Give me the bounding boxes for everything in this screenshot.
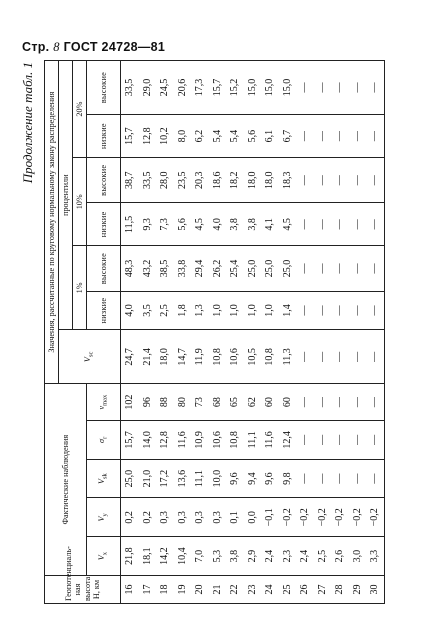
value-cell: 24,5 xyxy=(156,61,174,115)
value-cell: 11,6 xyxy=(174,420,192,459)
value-cell: — xyxy=(331,158,349,203)
value-cell: −0,2 xyxy=(331,498,349,537)
value-cell: — xyxy=(366,203,384,246)
value-cell: 14,7 xyxy=(174,330,192,384)
value-cell: 10,5 xyxy=(244,330,262,384)
height-cell: 29 xyxy=(349,576,367,604)
height-cell: 18 xyxy=(156,576,174,604)
value-cell: — xyxy=(349,459,367,498)
value-cell: — xyxy=(331,115,349,158)
value-cell: 38,5 xyxy=(156,246,174,291)
value-cell: 65 xyxy=(226,384,244,421)
value-cell: 10,0 xyxy=(209,459,227,498)
p20-low-header: низкие xyxy=(87,115,121,158)
value-cell: 20,3 xyxy=(191,158,209,203)
table-row xyxy=(244,61,262,604)
value-cell: 68 xyxy=(209,384,227,421)
rotated-table-page xyxy=(20,60,420,604)
value-cell: 10,8 xyxy=(226,420,244,459)
value-cell: 11,6 xyxy=(261,420,279,459)
value-cell: — xyxy=(366,291,384,330)
value-cell: 14,2 xyxy=(156,537,174,576)
value-cell: 1,8 xyxy=(174,291,192,330)
value-cell: 10,6 xyxy=(209,420,227,459)
value-cell: 48,3 xyxy=(121,246,139,291)
value-cell: 6,1 xyxy=(261,115,279,158)
value-cell: 5,6 xyxy=(174,203,192,246)
value-cell: 23,5 xyxy=(174,158,192,203)
value-cell: — xyxy=(331,203,349,246)
value-cell: — xyxy=(349,330,367,384)
height-cell: 26 xyxy=(296,576,314,604)
height-cell: 25 xyxy=(279,576,297,604)
percentile-20-header: 20% xyxy=(73,61,87,158)
value-cell: 0,2 xyxy=(139,498,157,537)
value-cell: 21,4 xyxy=(139,330,157,384)
value-cell: 4,0 xyxy=(121,291,139,330)
wind-statistics-table xyxy=(44,60,385,604)
p10-high-header: высокие xyxy=(87,158,121,203)
value-cell: — xyxy=(296,158,314,203)
value-cell: 10,8 xyxy=(261,330,279,384)
value-cell: 21,0 xyxy=(139,459,157,498)
value-cell: 11,1 xyxy=(244,420,262,459)
value-cell: 10,4 xyxy=(174,537,192,576)
value-cell: 8,0 xyxy=(174,115,192,158)
standard-code: ГОСТ 24728—81 xyxy=(63,40,166,54)
value-cell: — xyxy=(366,384,384,421)
percentile-1-header: 1% xyxy=(73,246,87,330)
value-cell: 18,6 xyxy=(209,158,227,203)
value-cell: — xyxy=(296,246,314,291)
value-cell: −0,2 xyxy=(366,498,384,537)
value-cell: 11,9 xyxy=(191,330,209,384)
value-cell: — xyxy=(331,330,349,384)
value-cell: 25,4 xyxy=(226,246,244,291)
value-cell: — xyxy=(366,420,384,459)
value-cell: 18,1 xyxy=(139,537,157,576)
value-cell: 4,5 xyxy=(279,203,297,246)
value-cell: 0,3 xyxy=(174,498,192,537)
height-cell: 22 xyxy=(226,576,244,604)
vx-header: $V_x$ xyxy=(87,537,121,576)
value-cell: 12,8 xyxy=(156,420,174,459)
value-cell: 1,0 xyxy=(244,291,262,330)
value-cell: 18,3 xyxy=(279,158,297,203)
value-cell: 18,0 xyxy=(261,158,279,203)
actual-observations-header: Фактические наблюдения xyxy=(45,384,87,576)
value-cell: 6,2 xyxy=(191,115,209,158)
value-cell: — xyxy=(296,291,314,330)
value-cell: — xyxy=(366,61,384,115)
value-cell: 21,8 xyxy=(121,537,139,576)
table-row xyxy=(366,61,384,604)
value-cell: 25,0 xyxy=(279,246,297,291)
value-cell: 2,5 xyxy=(314,537,332,576)
value-cell: 9,8 xyxy=(279,459,297,498)
table-row xyxy=(314,61,332,604)
p10-low-header: низкие xyxy=(87,203,121,246)
table-body xyxy=(121,61,385,604)
value-cell: 80 xyxy=(174,384,192,421)
value-cell: −0,2 xyxy=(279,498,297,537)
value-cell: 0,1 xyxy=(226,498,244,537)
value-cell: 18,2 xyxy=(226,158,244,203)
value-cell: 10,9 xyxy=(191,420,209,459)
height-cell: 30 xyxy=(366,576,384,604)
table-row xyxy=(331,61,349,604)
p1-high-header: высокие xyxy=(87,246,121,291)
value-cell: 5,4 xyxy=(209,115,227,158)
value-cell: −0,2 xyxy=(314,498,332,537)
height-cell: 19 xyxy=(174,576,192,604)
height-cell: 27 xyxy=(314,576,332,604)
value-cell: 18,0 xyxy=(244,158,262,203)
value-cell: 18,0 xyxy=(156,330,174,384)
height-cell: 24 xyxy=(261,576,279,604)
value-cell: 3,5 xyxy=(139,291,157,330)
value-cell: 3,8 xyxy=(226,203,244,246)
value-cell: — xyxy=(349,246,367,291)
value-cell: — xyxy=(296,203,314,246)
height-cell: 28 xyxy=(331,576,349,604)
value-cell: 5,4 xyxy=(226,115,244,158)
value-cell: 13,6 xyxy=(174,459,192,498)
value-cell: 17,3 xyxy=(191,61,209,115)
value-cell: — xyxy=(314,420,332,459)
value-cell: 15,7 xyxy=(121,420,139,459)
value-cell: 0,0 xyxy=(244,498,262,537)
value-cell: 10,8 xyxy=(209,330,227,384)
value-cell: 4,5 xyxy=(191,203,209,246)
value-cell: — xyxy=(314,330,332,384)
value-cell: 15,2 xyxy=(226,61,244,115)
value-cell: 2,3 xyxy=(279,537,297,576)
value-cell: — xyxy=(331,459,349,498)
value-cell: — xyxy=(331,61,349,115)
table-row xyxy=(296,61,314,604)
height-cell: 17 xyxy=(139,576,157,604)
percentiles-header: процентили xyxy=(59,61,73,330)
continuation-title: Продолжение табл. 1 xyxy=(20,62,35,184)
value-cell: 29,4 xyxy=(191,246,209,291)
height-cell: 16 xyxy=(121,576,139,604)
value-cell: −0,1 xyxy=(261,498,279,537)
value-cell: — xyxy=(331,291,349,330)
value-cell: 11,1 xyxy=(191,459,209,498)
vsk-header: $V_{sk}$ xyxy=(87,459,121,498)
value-cell: 4,1 xyxy=(261,203,279,246)
value-cell: — xyxy=(314,246,332,291)
value-cell: 24,7 xyxy=(121,330,139,384)
value-cell: — xyxy=(296,420,314,459)
value-cell: 26,2 xyxy=(209,246,227,291)
height-cell: 20 xyxy=(191,576,209,604)
value-cell: 10,2 xyxy=(156,115,174,158)
height-cell: 21 xyxy=(209,576,227,604)
value-cell: 11,5 xyxy=(121,203,139,246)
value-cell: 2,9 xyxy=(244,537,262,576)
value-cell: 0,3 xyxy=(191,498,209,537)
value-cell: 25,0 xyxy=(261,246,279,291)
value-cell: 3,0 xyxy=(349,537,367,576)
value-cell: — xyxy=(296,115,314,158)
vsc-header: $V_{sc}$ xyxy=(59,330,121,384)
value-cell: — xyxy=(349,115,367,158)
value-cell: 17,2 xyxy=(156,459,174,498)
value-cell: 25,0 xyxy=(244,246,262,291)
value-cell: 1,0 xyxy=(261,291,279,330)
table-row xyxy=(209,61,227,604)
value-cell: — xyxy=(314,61,332,115)
value-cell: 0,3 xyxy=(156,498,174,537)
value-cell: 33,8 xyxy=(174,246,192,291)
value-cell: 3,3 xyxy=(366,537,384,576)
value-cell: 29,0 xyxy=(139,61,157,115)
value-cell: 14,0 xyxy=(139,420,157,459)
value-cell: — xyxy=(296,61,314,115)
table-row xyxy=(156,61,174,604)
value-cell: — xyxy=(349,291,367,330)
value-cell: — xyxy=(296,330,314,384)
value-cell: 25,0 xyxy=(121,459,139,498)
table-row xyxy=(121,61,139,604)
table-row xyxy=(174,61,192,604)
value-cell: 96 xyxy=(139,384,157,421)
value-cell: 9,6 xyxy=(261,459,279,498)
value-cell: 60 xyxy=(279,384,297,421)
value-cell: — xyxy=(331,420,349,459)
value-cell: 2,5 xyxy=(156,291,174,330)
value-cell: 11,3 xyxy=(279,330,297,384)
value-cell: — xyxy=(349,158,367,203)
value-cell: 3,8 xyxy=(226,537,244,576)
value-cell: 2,4 xyxy=(261,537,279,576)
value-cell: — xyxy=(366,330,384,384)
value-cell: 15,7 xyxy=(209,61,227,115)
value-cell: — xyxy=(349,420,367,459)
value-cell: 3,8 xyxy=(244,203,262,246)
value-cell: — xyxy=(314,158,332,203)
value-cell: 73 xyxy=(191,384,209,421)
value-cell: 12,8 xyxy=(139,115,157,158)
value-cell: — xyxy=(314,291,332,330)
value-cell: 4,0 xyxy=(209,203,227,246)
value-cell: — xyxy=(331,246,349,291)
value-cell: — xyxy=(366,158,384,203)
percentile-10-header: 10% xyxy=(73,158,87,246)
page-number: 8 xyxy=(53,40,60,54)
table-row xyxy=(191,61,209,604)
value-cell: 12,4 xyxy=(279,420,297,459)
value-cell: −0,2 xyxy=(349,498,367,537)
value-cell: — xyxy=(366,459,384,498)
vy-header: $V_y$ xyxy=(87,498,121,537)
height-cell: 23 xyxy=(244,576,262,604)
value-cell: 7,3 xyxy=(156,203,174,246)
value-cell: 6,7 xyxy=(279,115,297,158)
value-cell: — xyxy=(296,459,314,498)
value-cell: — xyxy=(349,61,367,115)
page-header xyxy=(22,40,165,55)
value-cell: 0,3 xyxy=(209,498,227,537)
computed-values-header: Значения, рассчитанные по круговому нормальному закону распределения xyxy=(45,61,59,384)
value-cell: 1,0 xyxy=(209,291,227,330)
value-cell: 33,5 xyxy=(121,61,139,115)
value-cell: 5,3 xyxy=(209,537,227,576)
value-cell: 60 xyxy=(261,384,279,421)
value-cell: 9,6 xyxy=(226,459,244,498)
value-cell: 43,2 xyxy=(139,246,157,291)
value-cell: — xyxy=(366,246,384,291)
value-cell: −0,2 xyxy=(296,498,314,537)
value-cell: — xyxy=(314,115,332,158)
value-cell: 7,0 xyxy=(191,537,209,576)
height-column-header: Геопотенциаль-ная высота H, км xyxy=(45,576,121,604)
value-cell: 15,0 xyxy=(261,61,279,115)
value-cell: 15,7 xyxy=(121,115,139,158)
value-cell: 1,3 xyxy=(191,291,209,330)
sigma-header: $\sigma_r$ xyxy=(87,420,121,459)
value-cell: 10,6 xyxy=(226,330,244,384)
table-row xyxy=(279,61,297,604)
value-cell: 62 xyxy=(244,384,262,421)
value-cell: — xyxy=(314,459,332,498)
value-cell: 5,6 xyxy=(244,115,262,158)
table-row xyxy=(261,61,279,604)
value-cell: — xyxy=(349,203,367,246)
p1-low-header: низкие xyxy=(87,291,121,330)
value-cell: 33,5 xyxy=(139,158,157,203)
value-cell: — xyxy=(349,384,367,421)
table-row xyxy=(226,61,244,604)
value-cell: 9,4 xyxy=(244,459,262,498)
p20-high-header: высокие xyxy=(87,61,121,115)
value-cell: 102 xyxy=(121,384,139,421)
table-row xyxy=(139,61,157,604)
value-cell: — xyxy=(366,115,384,158)
value-cell: 2,6 xyxy=(331,537,349,576)
value-cell: — xyxy=(296,384,314,421)
value-cell: 15,0 xyxy=(279,61,297,115)
value-cell: — xyxy=(314,384,332,421)
value-cell: 1,4 xyxy=(279,291,297,330)
value-cell: 1,0 xyxy=(226,291,244,330)
page-prefix: Стр. xyxy=(22,40,50,54)
value-cell: 2,4 xyxy=(296,537,314,576)
value-cell: 88 xyxy=(156,384,174,421)
value-cell: 15,0 xyxy=(244,61,262,115)
value-cell: 0,2 xyxy=(121,498,139,537)
table-row xyxy=(349,61,367,604)
value-cell: 28,0 xyxy=(156,158,174,203)
value-cell: 9,3 xyxy=(139,203,157,246)
value-cell: — xyxy=(331,384,349,421)
vmax-header: $v_{max}$ xyxy=(87,384,121,421)
value-cell: — xyxy=(314,203,332,246)
value-cell: 38,7 xyxy=(121,158,139,203)
value-cell: 20,6 xyxy=(174,61,192,115)
